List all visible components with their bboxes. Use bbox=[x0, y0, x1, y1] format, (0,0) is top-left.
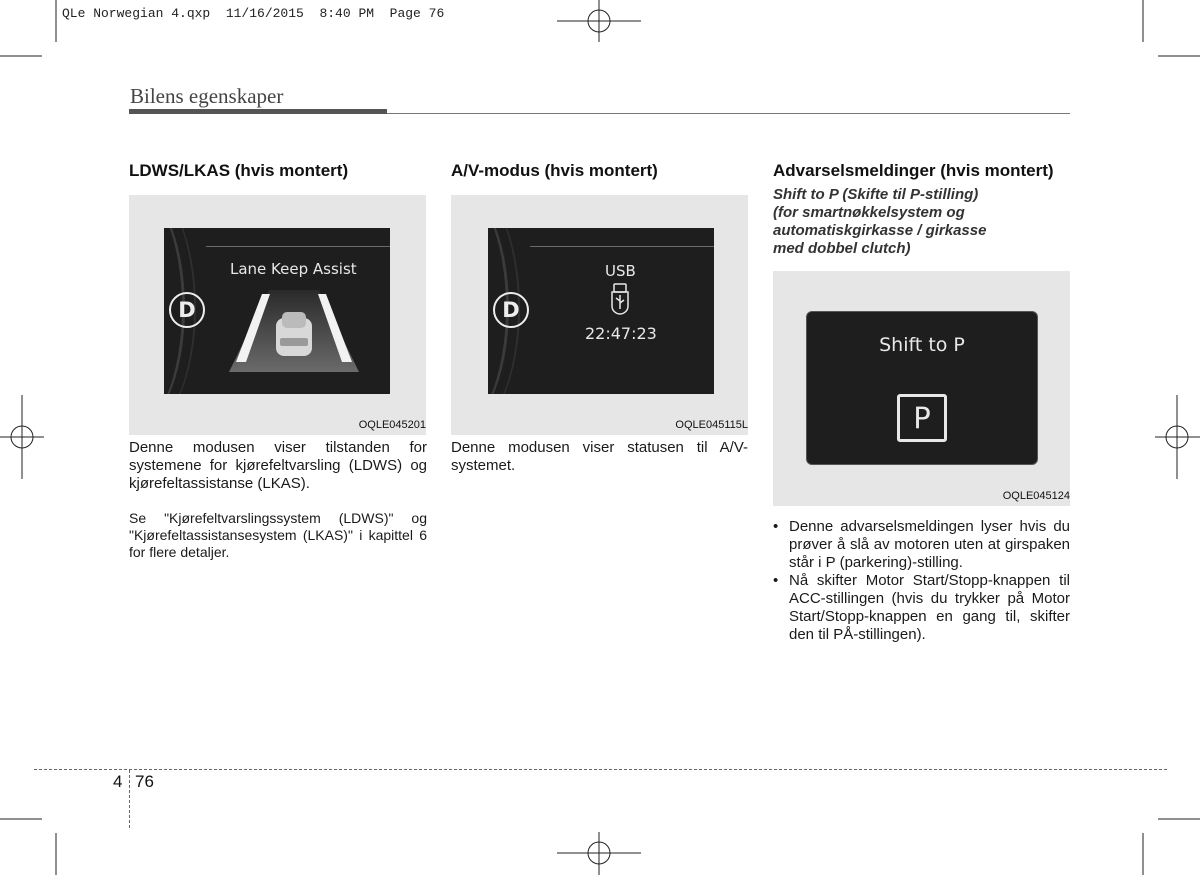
chapter-number: 4 bbox=[113, 772, 123, 791]
footer-divider bbox=[129, 770, 130, 828]
list-item: • Nå skifter Motor Start/Stopp-knappen til ACC-stillingen (hvis du trykker på Motor Start/Stopp-knappen en gang til, skifter den til PÅ-stillingen). bbox=[773, 572, 1070, 644]
figure-shift-to-p bbox=[773, 271, 1070, 506]
paragraph: Denne modusen viser tilstanden for systemene for kjørefeltvarsling (LDWS) og kjørefeltassistanse (LKAS). bbox=[129, 439, 427, 492]
screen-label-lka: Lane Keep Assist bbox=[230, 260, 357, 278]
section-title: Bilens egenskaper bbox=[130, 84, 284, 108]
page-number: 76 bbox=[135, 772, 154, 791]
subheading-shift-to-p: Shift to P (Skifte til P-stilling) (for smartnøkkelsystem og automatiskgirkasse / girkasse med dobbel clutch) bbox=[773, 186, 987, 257]
gear-indicator: D bbox=[493, 292, 529, 328]
gear-indicator: D bbox=[169, 292, 205, 328]
footer-rule bbox=[34, 769, 1167, 770]
park-indicator-box: P bbox=[897, 394, 947, 442]
figure-av bbox=[451, 195, 748, 435]
heading-ldws-lkas: LDWS/LKAS (hvis montert) bbox=[129, 161, 349, 180]
usb-icon bbox=[609, 283, 631, 315]
lane-car-icon bbox=[224, 286, 364, 376]
header-rule-light bbox=[387, 113, 1070, 114]
av-source-label: USB bbox=[605, 262, 636, 280]
column-ldws-lkas bbox=[129, 160, 427, 561]
paragraph: Se "Kjørefeltvarslingssystem (LDWS)" og "Kjørefeltassistansesystem (LKAS)" i kapittel 6 for flere detaljer. bbox=[129, 510, 427, 560]
figure-ldws bbox=[129, 195, 426, 435]
av-time: 22:47:23 bbox=[585, 324, 657, 343]
paragraph: Denne modusen viser statusen til A/V-systemet. bbox=[451, 439, 748, 474]
header-rule-dark bbox=[129, 109, 387, 114]
heading-warnings: Advarselsmeldinger (hvis montert) bbox=[773, 161, 1054, 180]
figure-code: OQLE045201 bbox=[358, 419, 426, 431]
column-av-mode bbox=[451, 160, 748, 475]
registration-target-right bbox=[1155, 395, 1200, 479]
registration-target-left bbox=[0, 395, 44, 479]
heading-av-mode: A/V-modus (hvis montert) bbox=[451, 161, 658, 180]
cluster-screen-lka bbox=[164, 228, 390, 394]
list-item: • Denne advarselsmeldingen lyser hvis du prøver å slå av motoren uten at girspaken står i P (parkering)-stilling. bbox=[773, 518, 1070, 572]
warning-screen bbox=[806, 311, 1038, 465]
figure-code: OQLE045124 bbox=[1002, 490, 1070, 502]
file-slug: QLe Norwegian 4.qxp 11/16/2015 8:40 PM Page 76 bbox=[62, 6, 445, 21]
warning-message: Shift to P bbox=[879, 334, 965, 356]
registration-target-bottom bbox=[557, 832, 641, 875]
cluster-screen-av bbox=[488, 228, 714, 394]
figure-code: OQLE045115L bbox=[675, 419, 748, 431]
registration-target-top bbox=[557, 0, 641, 42]
warning-bullets bbox=[773, 518, 1070, 644]
column-warnings bbox=[773, 160, 1070, 644]
